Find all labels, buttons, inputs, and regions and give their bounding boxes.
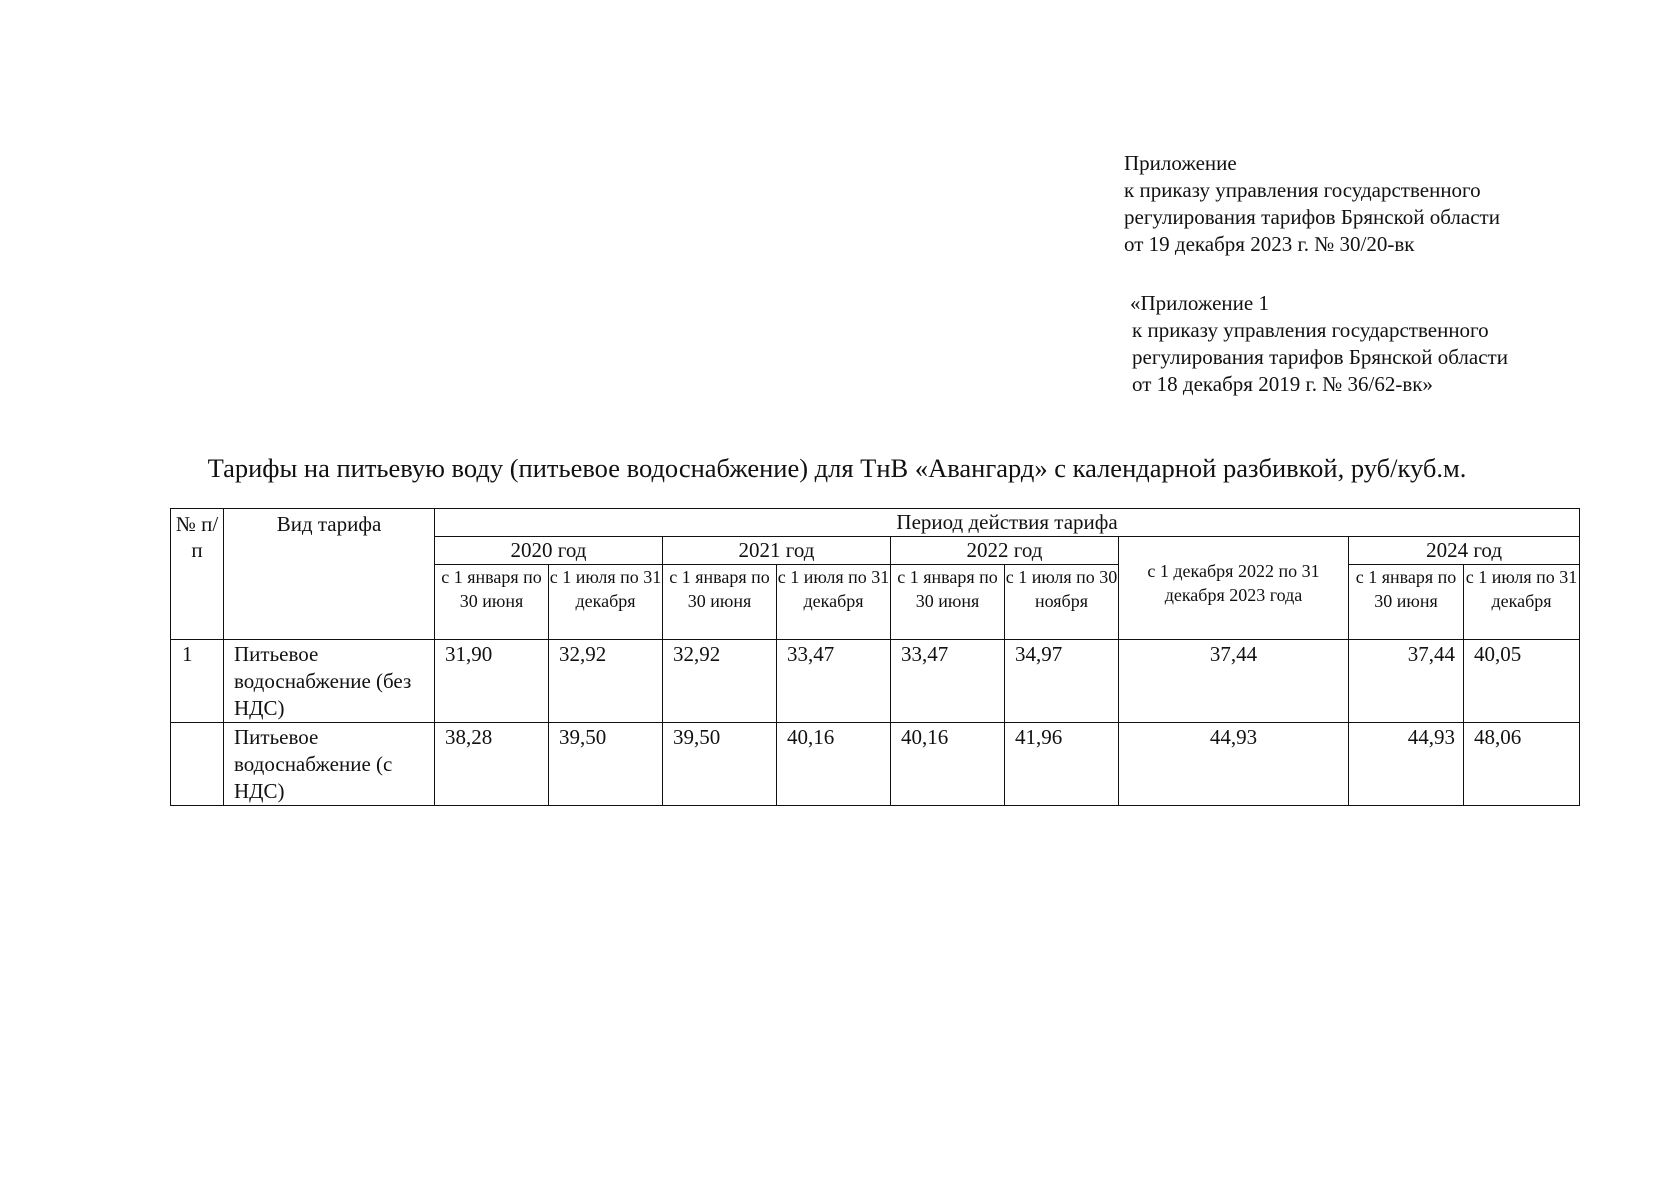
tariff-value: 37,44 [1349,640,1464,723]
appendix-line: от 19 декабря 2023 г. № 30/20-вк [1124,232,1415,256]
header-subperiod: с 1 июля по 31 декабря [777,565,891,640]
header-subperiod: с 1 января по 30 июня [1349,565,1464,640]
row-number: 1 [171,640,224,723]
table-row [171,640,1580,723]
tariff-value: 40,16 [777,723,891,806]
tariff-value: 33,47 [891,640,1005,723]
appendix-original-line: регулирования тарифов Брянской области [1132,345,1508,369]
appendix-original-line: от 18 декабря 2019 г. № 36/62-вк» [1132,372,1433,396]
appendix-line: Приложение [1124,151,1237,175]
tariff-value: 48,06 [1464,723,1580,806]
header-period-dec2022-dec2023: с 1 декабря 2022 по 31 декабря 2023 года [1119,537,1349,640]
tariff-value: 41,96 [1005,723,1119,806]
header-year-2021: 2021 год [663,537,891,565]
row-tariff-kind: Питьевое водоснабжение (с НДС) [224,723,435,806]
tariff-value: 31,90 [435,640,549,723]
header-subperiod: с 1 июля по 30 ноября [1005,565,1119,640]
tariff-value: 40,05 [1464,640,1580,723]
appendix-line: к приказу управления государственного [1124,178,1481,202]
header-subperiod: с 1 января по 30 июня [435,565,549,640]
tariff-value: 39,50 [663,723,777,806]
tariff-value: 40,16 [891,723,1005,806]
row-number [171,723,224,806]
header-subperiod: с 1 января по 30 июня [663,565,777,640]
appendix-block [1124,150,1500,258]
header-number: № п/п [171,509,224,640]
appendix-original-line: «Приложение 1 [1130,291,1269,315]
tariff-value: 37,44 [1119,640,1349,723]
header-year-2022: 2022 год [891,537,1119,565]
tariff-table [170,508,1580,806]
appendix-line: регулирования тарифов Брянской области [1124,205,1500,229]
row-tariff-kind: Питьевое водоснабжение (без НДС) [224,640,435,723]
tariff-value: 38,28 [435,723,549,806]
header-period: Период действия тарифа [435,509,1580,537]
tariff-value: 32,92 [663,640,777,723]
tariff-value: 33,47 [777,640,891,723]
appendix-original-block [1130,290,1508,398]
header-subperiod: с 1 июля по 31 декабря [549,565,663,640]
tariff-value: 34,97 [1005,640,1119,723]
tariff-value: 44,93 [1119,723,1349,806]
tariff-value: 32,92 [549,640,663,723]
appendix-original-line: к приказу управления государственного [1132,318,1489,342]
table-row [171,723,1580,806]
document-title: Тарифы на питьевую воду (питьевое водоснабжение) для ТнВ «Авангард» с календарной разбивкой, руб/куб.м. [207,453,1467,483]
header-subperiod: с 1 июля по 31 декабря [1464,565,1580,640]
tariff-value: 39,50 [549,723,663,806]
header-subperiod: с 1 января по 30 июня [891,565,1005,640]
header-tariff-kind: Вид тарифа [224,509,435,640]
tariff-value: 44,93 [1349,723,1464,806]
header-year-2024: 2024 год [1349,537,1580,565]
header-year-2020: 2020 год [435,537,663,565]
